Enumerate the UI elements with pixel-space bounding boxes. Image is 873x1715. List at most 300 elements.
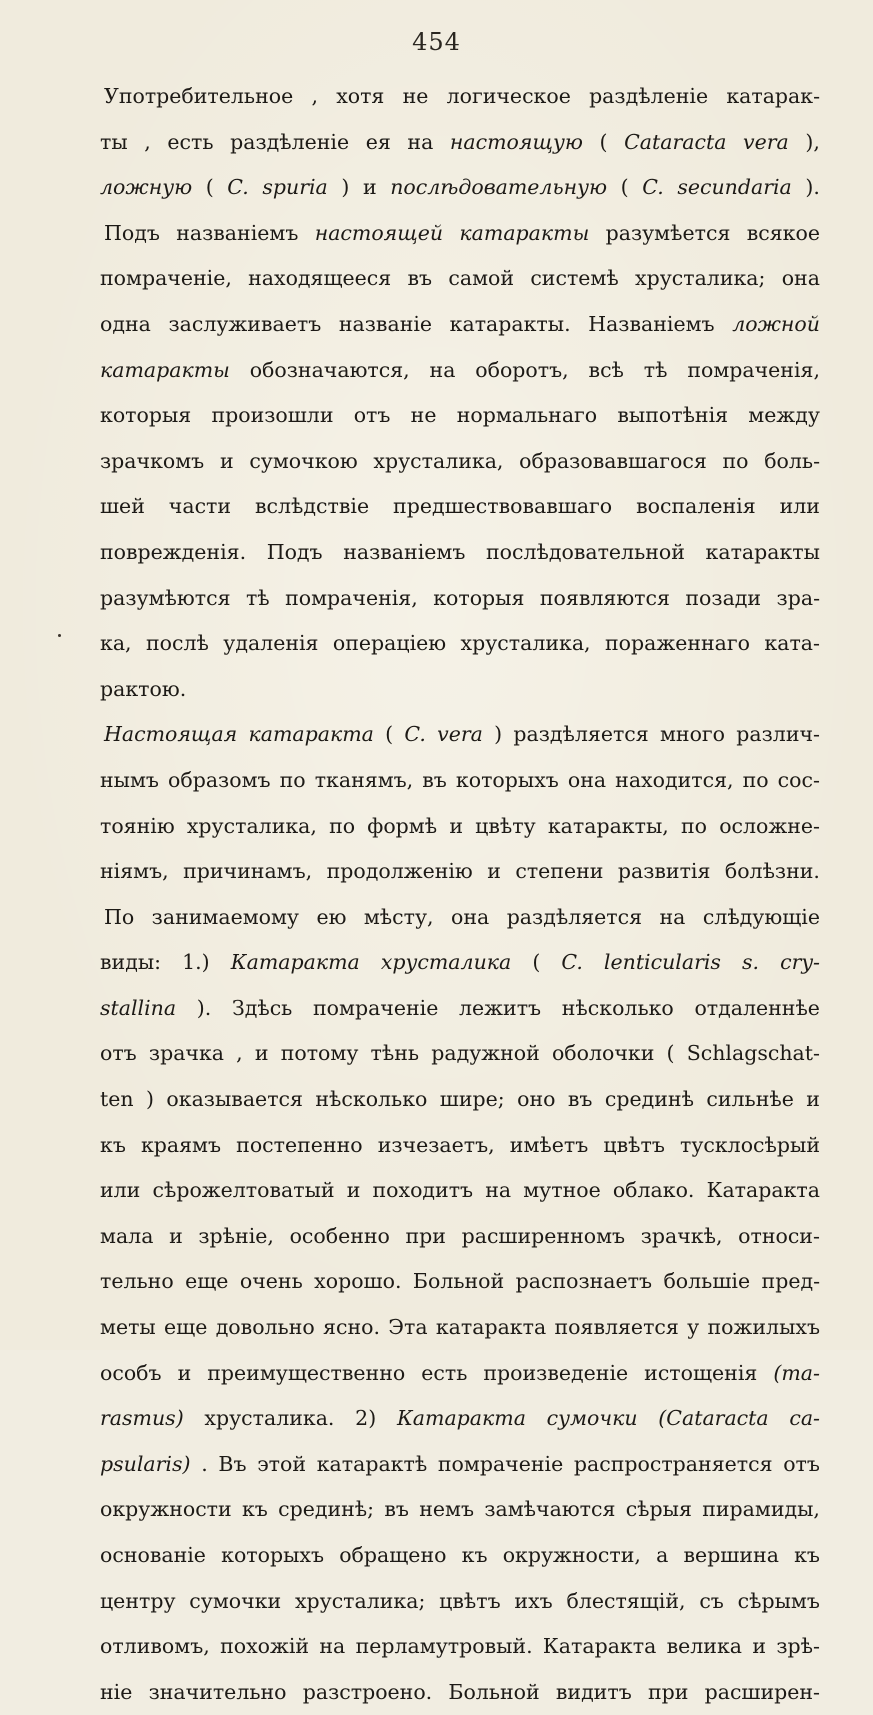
word: всѣ <box>588 357 624 382</box>
word: большіе <box>663 1269 751 1294</box>
word: и <box>177 1360 192 1385</box>
word: ката- <box>764 631 820 656</box>
word: по <box>279 767 306 792</box>
word: катарак- <box>726 84 820 108</box>
italic-word: rasmus) <box>100 1406 184 1431</box>
word: она <box>451 904 490 929</box>
word: послѣ <box>145 631 209 656</box>
italic-word: настоящей <box>314 220 444 245</box>
word: пирамиды, <box>702 1497 820 1522</box>
word: срединѣ; <box>278 1497 375 1522</box>
text-line <box>100 1533 820 1579</box>
word: , <box>144 129 151 154</box>
text-line <box>100 256 820 302</box>
italic-word: C. <box>404 722 426 747</box>
word: ) <box>341 175 350 200</box>
word: Больной <box>412 1269 505 1294</box>
word: значительно <box>148 1679 287 1704</box>
word: зрачкѣ, <box>640 1223 723 1248</box>
word: зрачка <box>148 1041 225 1066</box>
text-line <box>100 712 820 758</box>
word: Эта <box>388 1315 428 1340</box>
word: развитія <box>617 859 711 884</box>
word: ). <box>196 995 212 1020</box>
word: ). <box>805 175 820 200</box>
word: помраченія, <box>285 585 418 610</box>
word: есть <box>167 129 214 154</box>
text-line <box>100 940 820 986</box>
word: ) <box>494 722 503 747</box>
word: Названіемъ <box>588 311 715 336</box>
word: ( <box>620 175 629 200</box>
word: ка, <box>100 631 132 656</box>
word: катаракты. <box>449 311 571 336</box>
word: которыхъ <box>455 767 559 792</box>
italic-word: Катаракта <box>396 1406 526 1431</box>
text-line <box>100 849 820 895</box>
word: послѣдовательной <box>485 539 685 564</box>
word: лежитъ <box>459 995 542 1020</box>
word: части <box>168 494 232 519</box>
word: виды: <box>100 950 162 975</box>
word: пораженнаго <box>605 631 750 656</box>
italic-word: Cataracta <box>624 129 727 154</box>
word: она <box>781 266 820 291</box>
word: которыя <box>433 585 525 610</box>
word: по <box>742 767 769 792</box>
word: тусклосѣрый <box>679 1132 820 1157</box>
word: много <box>659 722 726 747</box>
word: ), <box>805 129 820 154</box>
italic-word: psularis) <box>100 1451 191 1476</box>
word: очень <box>239 1269 303 1294</box>
word: раздѣленіе <box>230 129 350 154</box>
word: ( <box>205 175 214 200</box>
word: слѣдующіе <box>702 904 820 929</box>
italic-word: ca- <box>789 1406 820 1431</box>
word: помраченіе <box>313 995 439 1020</box>
word: распознаетъ <box>515 1269 653 1294</box>
text-line <box>100 1259 820 1305</box>
word: еще <box>164 1315 208 1340</box>
word: отъ <box>783 1451 820 1476</box>
word: рактою. <box>100 676 187 701</box>
text-line <box>100 1305 820 1351</box>
word: на <box>319 1634 346 1659</box>
word: помраченіе <box>437 1451 564 1476</box>
word: срединѣ <box>604 1087 694 1112</box>
text-line <box>100 667 820 713</box>
word: въ <box>407 266 433 291</box>
word: Катаракта <box>706 1178 820 1203</box>
word: Schlagschat- <box>686 1041 820 1066</box>
word: оболочки <box>551 1041 655 1066</box>
italic-word: послѣдовательную <box>390 175 608 200</box>
word: одна <box>100 311 151 336</box>
word: къ <box>241 1497 268 1522</box>
word: мѣсту, <box>363 904 434 929</box>
word: цвѣту <box>475 813 536 838</box>
text-line <box>100 804 820 850</box>
word: , <box>236 1041 243 1066</box>
italic-word: vera <box>437 722 483 747</box>
italic-word: vera <box>743 129 789 154</box>
word: по <box>680 813 707 838</box>
text-line <box>100 211 820 257</box>
word: она <box>567 767 607 792</box>
word: ( <box>385 722 394 747</box>
word: степени <box>515 859 604 884</box>
word: ніе <box>100 1679 133 1704</box>
word: довольно <box>215 1315 315 1340</box>
word: тѣ <box>643 357 668 382</box>
word: катаракты, <box>547 813 669 838</box>
word: находящееся <box>248 266 392 291</box>
text-line <box>100 1168 820 1214</box>
word: отъ <box>100 1041 137 1066</box>
word: и <box>487 859 501 884</box>
word: операціею <box>332 631 447 656</box>
word: особенно <box>289 1223 390 1248</box>
word: потому <box>280 1041 359 1066</box>
word: блестящій, <box>566 1588 686 1613</box>
word: и <box>362 175 377 200</box>
word: 2) <box>355 1406 377 1431</box>
word: цвѣтъ <box>603 1132 665 1157</box>
word: раздѣляется <box>506 904 643 929</box>
word: или <box>100 1178 141 1203</box>
body-text <box>100 74 820 1715</box>
word: хрусталика, <box>186 813 317 838</box>
word: Употребительное <box>104 84 294 108</box>
word: образовавшагося <box>519 448 707 473</box>
italic-word: C. <box>561 950 583 975</box>
text-line <box>100 986 820 1032</box>
word: вершина <box>683 1543 779 1567</box>
word: самой <box>448 266 515 291</box>
word: системѣ <box>530 266 619 291</box>
word: ( <box>599 129 608 154</box>
word: на <box>485 1178 512 1203</box>
word: которыя <box>100 403 192 428</box>
word: ) <box>146 1087 154 1112</box>
word: сѣрыя <box>625 1497 692 1522</box>
word: находится, <box>615 767 734 792</box>
word: и <box>752 1634 766 1659</box>
word: разумѣются <box>100 585 231 610</box>
word: на <box>659 904 686 929</box>
word: ( <box>666 1041 675 1066</box>
word: позади <box>685 585 762 610</box>
word: у <box>687 1315 700 1340</box>
word: окружности <box>100 1497 232 1522</box>
word: сумочкою <box>249 448 358 473</box>
page-number: 454 <box>412 28 461 56</box>
text-line <box>100 165 820 211</box>
word: обозначаются, <box>249 357 410 382</box>
word: хрусталика, <box>460 631 591 656</box>
word: между <box>748 403 820 428</box>
italic-word: secundaria <box>677 175 792 200</box>
word: съ <box>699 1588 724 1613</box>
word: формѣ <box>367 813 438 838</box>
word: Въ <box>218 1451 247 1476</box>
word: воспаленія <box>636 494 756 519</box>
word: сѣрожелтоватый <box>152 1178 335 1203</box>
word: названіемъ <box>343 539 466 564</box>
word: распространяется <box>573 1451 773 1476</box>
word: вслѣдствіе <box>255 494 370 519</box>
word: удаленія <box>223 631 319 656</box>
word: и <box>449 813 463 838</box>
text-line <box>100 530 820 576</box>
word: и <box>806 1087 820 1112</box>
text-line <box>100 1351 820 1397</box>
word: катарактѣ <box>316 1451 428 1476</box>
word: произведеніе <box>483 1360 629 1385</box>
word: мала <box>100 1223 154 1248</box>
word: отливомъ, <box>100 1634 210 1659</box>
word: тоянію <box>100 813 175 838</box>
word: по <box>722 448 749 473</box>
text-line <box>100 1670 820 1715</box>
word: зрачкомъ <box>100 448 205 473</box>
word: хрусталика, <box>373 448 504 473</box>
word: , <box>311 84 318 108</box>
italic-word: катаракты <box>100 357 230 382</box>
word: ten <box>100 1087 134 1112</box>
italic-word: spuria <box>262 175 328 200</box>
word: хрусталика; <box>294 1588 426 1613</box>
word: осложне- <box>719 813 820 838</box>
word: отъ <box>353 403 391 428</box>
word: къ <box>100 1132 126 1157</box>
word: истощенія <box>644 1360 758 1385</box>
italic-word: ложной <box>732 311 820 336</box>
text-line <box>100 348 820 394</box>
word: катаракты <box>705 539 820 564</box>
text-line <box>100 1487 820 1533</box>
text-line <box>100 1214 820 1260</box>
italic-word: cry- <box>780 950 820 975</box>
word: ніямъ, <box>100 859 169 884</box>
italic-word: Катаракта <box>230 950 360 975</box>
word: хотя <box>336 84 385 108</box>
word: въ <box>384 1497 409 1522</box>
italic-word: ложную <box>100 175 193 200</box>
word: нормальнаго <box>456 403 598 428</box>
text-line <box>100 1123 820 1169</box>
text-line <box>100 621 820 667</box>
text-line <box>100 120 820 166</box>
word: на <box>429 357 456 382</box>
word: видитъ <box>555 1679 632 1704</box>
italic-word: C. <box>227 175 249 200</box>
word: по <box>329 813 356 838</box>
word: основаніе <box>100 1543 206 1567</box>
word: въ <box>422 767 447 792</box>
word: постепенно <box>236 1132 363 1157</box>
word: зрѣніе, <box>198 1223 274 1248</box>
text-line <box>100 758 820 804</box>
word: имѣетъ <box>509 1132 589 1157</box>
word: и <box>169 1223 183 1248</box>
word: нѣсколько <box>315 1087 428 1112</box>
word: причинамъ, <box>183 859 313 884</box>
word: похожій <box>220 1634 310 1659</box>
word: ею <box>316 904 347 929</box>
italic-word: настоящую <box>449 129 583 154</box>
word: выпотѣнія <box>617 403 729 428</box>
word: краямъ <box>140 1132 222 1157</box>
word: раздѣляется <box>513 722 649 747</box>
text-line <box>100 439 820 485</box>
word: названіе <box>338 311 433 336</box>
word: произошли <box>211 403 334 428</box>
word: появляется <box>554 1315 679 1340</box>
word: логическое <box>446 84 571 108</box>
word: разумѣется <box>605 220 731 245</box>
word: облако. <box>612 1178 695 1203</box>
word: этой <box>257 1451 307 1476</box>
word: походитъ <box>372 1178 474 1203</box>
word: которыхъ <box>221 1543 325 1567</box>
word: Подъ <box>104 220 160 245</box>
text-line <box>100 1624 820 1670</box>
text-line <box>100 1077 820 1123</box>
ink-speck <box>58 634 61 637</box>
word: велика <box>666 1634 743 1659</box>
word: перламутровый. <box>355 1634 533 1659</box>
word: болѣзни. <box>724 859 820 884</box>
word: особъ <box>100 1360 162 1385</box>
word: меты <box>100 1315 156 1340</box>
word: тканямъ, <box>314 767 414 792</box>
word: сильнѣе <box>706 1087 794 1112</box>
italic-word: lenticularis <box>603 950 721 975</box>
word: помраченія, <box>687 357 820 382</box>
word: при <box>405 1223 446 1248</box>
word: расширен- <box>704 1679 820 1704</box>
text-line <box>100 74 820 120</box>
word: есть <box>421 1360 468 1385</box>
word: оборотъ, <box>475 357 569 382</box>
word: поврежденія. <box>100 539 247 564</box>
word: обращено <box>339 1543 447 1567</box>
word: расширенномъ <box>461 1223 626 1248</box>
word: преимущественно <box>207 1360 406 1385</box>
word: ея <box>365 129 391 154</box>
word: хрусталика; <box>635 266 766 291</box>
word: разстроено. <box>302 1679 433 1704</box>
word: и <box>346 1178 361 1203</box>
word: и <box>219 448 234 473</box>
word: при <box>647 1679 689 1704</box>
text-line <box>100 302 820 348</box>
word: сумочки <box>189 1588 282 1613</box>
word: не <box>402 84 429 108</box>
word: радужной <box>431 1041 540 1066</box>
italic-word: Настоящая <box>104 722 238 747</box>
word: оно <box>517 1087 556 1112</box>
text-line <box>100 393 820 439</box>
word: къ <box>461 1543 488 1567</box>
word: мутное <box>523 1178 601 1203</box>
word: изчезаетъ, <box>377 1132 495 1157</box>
word: цвѣтъ <box>439 1588 501 1613</box>
word: предшествовавшаго <box>393 494 613 519</box>
word: ( <box>532 950 541 975</box>
word: ясно. <box>323 1315 380 1340</box>
word: и <box>254 1041 269 1066</box>
word: еще <box>185 1269 229 1294</box>
word: замѣчаются <box>484 1497 616 1522</box>
word: пред- <box>761 1269 820 1294</box>
word: катаракта <box>435 1315 547 1340</box>
italic-word: (ma- <box>773 1360 820 1385</box>
text-line <box>100 1031 820 1077</box>
word: названіемъ <box>176 220 299 245</box>
word: отдаленнѣе <box>694 995 820 1020</box>
text-line <box>100 895 820 941</box>
word: а <box>656 1543 669 1567</box>
word: сос- <box>777 767 820 792</box>
word: продолженію <box>326 859 473 884</box>
word: не <box>410 403 437 428</box>
italic-word: сумочки <box>546 1406 638 1431</box>
word: помраченіе, <box>100 266 232 291</box>
word: зрѣ- <box>776 1634 820 1659</box>
italic-word: s. <box>742 950 760 975</box>
italic-word: stallina <box>100 995 177 1020</box>
word: къ <box>794 1543 820 1567</box>
word: шей <box>100 494 145 519</box>
word: нымъ <box>100 767 159 792</box>
word: всякое <box>746 220 820 245</box>
word: зра- <box>776 585 820 610</box>
italic-word: C. <box>642 175 664 200</box>
word: относи- <box>738 1223 820 1248</box>
word: шире; <box>439 1087 505 1112</box>
word: раздѣленіе <box>589 84 709 108</box>
word: 1.) <box>182 950 210 975</box>
italic-word: катаракты <box>459 220 590 245</box>
word: въ <box>567 1087 593 1112</box>
word: заслуживаетъ <box>168 311 322 336</box>
word: По <box>104 904 135 929</box>
text-line <box>100 1579 820 1625</box>
word: Катаракта <box>542 1634 657 1659</box>
word: ихъ <box>514 1588 553 1613</box>
italic-word: катаракта <box>248 722 374 747</box>
word: нѣсколько <box>561 995 674 1020</box>
word: Здѣсь <box>231 995 293 1020</box>
word: центру <box>100 1588 176 1613</box>
text-line <box>100 1396 820 1442</box>
word: окружности, <box>502 1543 641 1567</box>
word: ты <box>100 129 128 154</box>
text-line <box>100 484 820 530</box>
text-line <box>100 1442 820 1488</box>
word: занимаемому <box>151 904 299 929</box>
word: или <box>779 494 820 519</box>
word: оказывается <box>166 1087 303 1112</box>
word: сѣрымъ <box>737 1588 820 1613</box>
word: Подъ <box>266 539 323 564</box>
word: боль- <box>764 448 820 473</box>
word: образомъ <box>168 767 271 792</box>
italic-word: хрусталика <box>380 950 512 975</box>
